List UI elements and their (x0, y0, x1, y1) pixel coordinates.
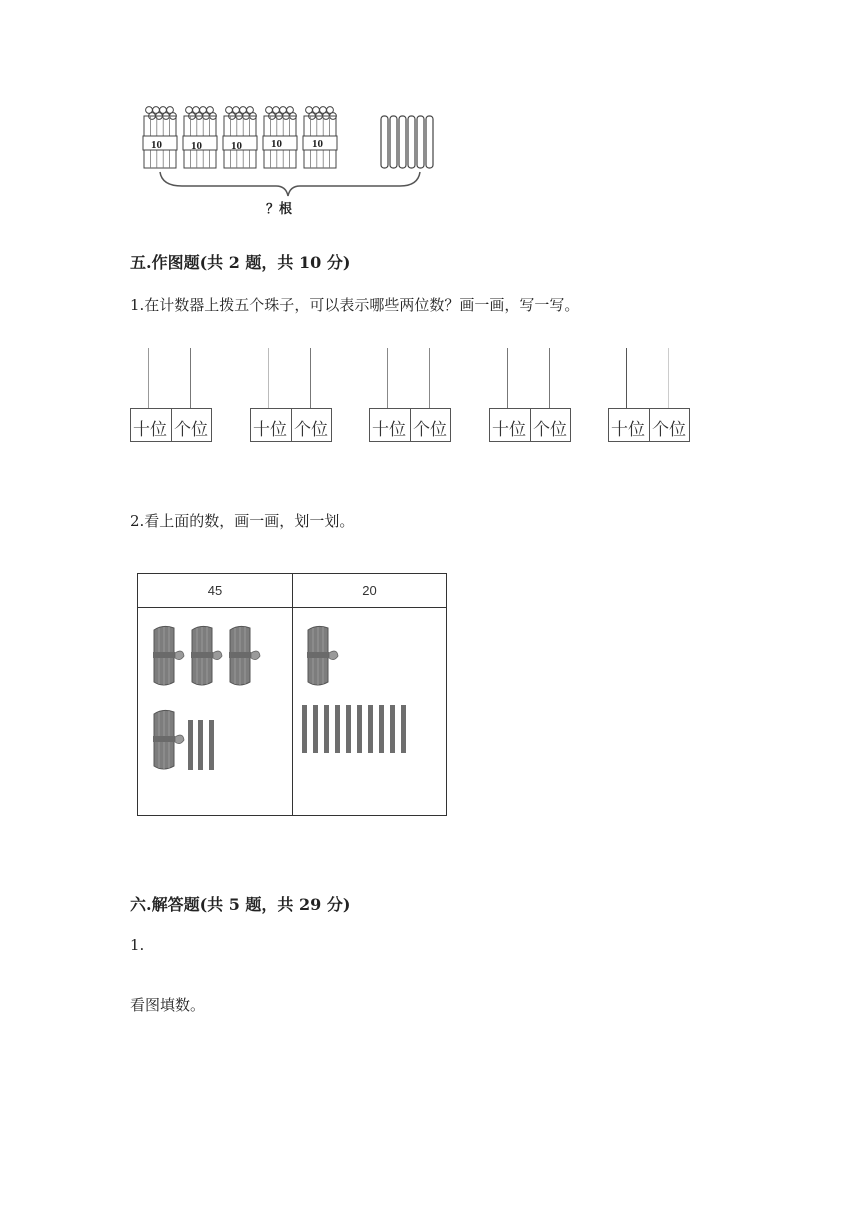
section6-q1-number: 1. (130, 936, 145, 954)
abacus-0[interactable] (130, 348, 212, 442)
section5-q1-text: 1.在计数器上拨五个珠子，可以表示哪些两位数？画一画，写一写。 (130, 296, 580, 314)
table-header-20: 20 (362, 583, 377, 598)
ones-rod (429, 348, 430, 408)
tens-label: 十位 (372, 420, 406, 440)
ones-rod (549, 348, 550, 408)
divider (410, 409, 411, 441)
tens-rod (387, 348, 388, 408)
bundle-tag: 10 (231, 140, 242, 152)
ones-label: 个位 (294, 420, 328, 440)
ones-label: 个位 (652, 420, 686, 440)
bundle-icon (191, 626, 222, 685)
abacus-1[interactable] (250, 348, 332, 442)
question-label: ？根 (266, 201, 293, 216)
divider (171, 409, 172, 441)
bundles-figure-svg (138, 100, 448, 220)
bundles-figure (138, 100, 448, 220)
bundle-icon (307, 626, 338, 685)
ones-rod (668, 348, 669, 408)
section6-title: 六.解答题(共 5 题，共 29 分) (130, 895, 351, 914)
divider (291, 409, 292, 441)
section5-q2-text: 2.看上面的数，画一画，划一划。 (130, 512, 355, 530)
tens-label: 十位 (611, 420, 645, 440)
tens-label: 十位 (133, 420, 167, 440)
loose-sticks-45 (188, 720, 214, 770)
bundle-tag: 10 (191, 140, 202, 152)
tens-rod (268, 348, 269, 408)
bundle-tag: 10 (271, 138, 282, 150)
bundle-of-ten-icon (223, 107, 257, 168)
abacus-3[interactable] (489, 348, 571, 442)
table-sticks-svg (138, 574, 446, 815)
bundle-tag: 10 (312, 138, 323, 150)
place-value-box (608, 408, 690, 442)
abacus-4[interactable] (608, 348, 690, 442)
tens-rod (626, 348, 627, 408)
bundle-icon (229, 626, 260, 685)
ones-label: 个位 (413, 420, 447, 440)
ones-label: 个位 (533, 420, 567, 440)
bundle-icon (153, 710, 184, 769)
abacus-2[interactable] (369, 348, 451, 442)
tens-rod (507, 348, 508, 408)
tens-label: 十位 (492, 420, 526, 440)
ones-rod (190, 348, 191, 408)
tens-rod (148, 348, 149, 408)
loose-sticks (381, 116, 433, 168)
section6-q1-text: 看图填数。 (130, 996, 206, 1014)
bundle-icon (153, 626, 184, 685)
divider (530, 409, 531, 441)
divider (649, 409, 650, 441)
section5-title: 五.作图题(共 2 题，共 10 分) (130, 253, 351, 272)
bundle-of-ten-icon (143, 107, 177, 168)
bundle-of-ten-icon (183, 107, 217, 168)
bundle-tag: 10 (151, 139, 162, 151)
place-value-box (369, 408, 451, 442)
place-value-box (130, 408, 212, 442)
brace (160, 172, 420, 196)
ones-label: 个位 (174, 420, 208, 440)
sticks-table (137, 573, 447, 816)
place-value-box (250, 408, 332, 442)
ones-rod (310, 348, 311, 408)
loose-sticks-20 (302, 705, 406, 753)
place-value-box (489, 408, 571, 442)
table-header-45: 45 (207, 583, 223, 598)
tens-label: 十位 (253, 420, 287, 440)
